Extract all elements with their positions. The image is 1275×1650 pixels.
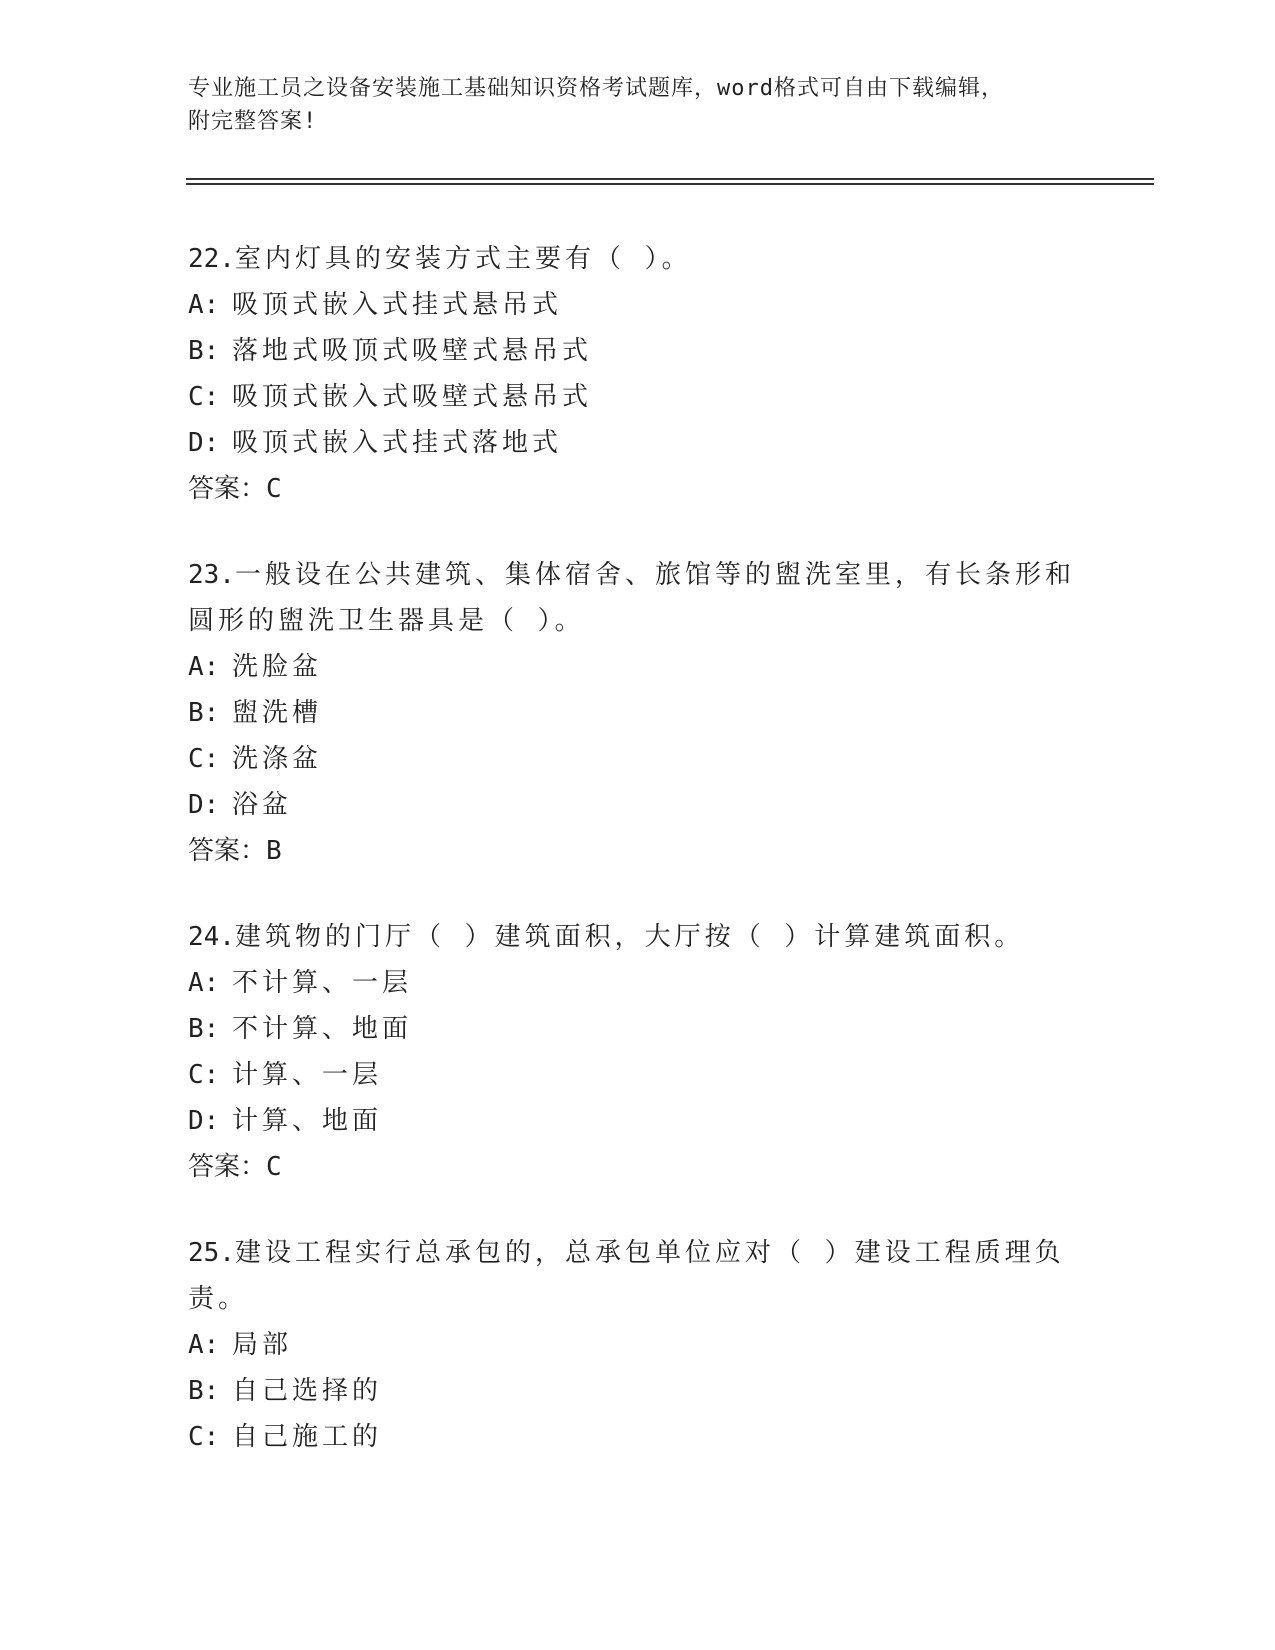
option-a	[188, 1322, 1088, 1368]
option-a	[188, 644, 1088, 690]
option-c	[188, 1052, 1088, 1098]
option-text: 局部	[232, 1330, 293, 1360]
answer-line	[188, 1144, 1088, 1190]
option-key: C:	[188, 382, 220, 412]
answer-label: 答案：	[188, 1152, 267, 1182]
question-text: 建设工程实行总承包的，总承包单位应对（ ）建设工程质理负责。	[188, 1238, 1065, 1314]
answer-label: 答案：	[188, 836, 267, 866]
option-key: C:	[188, 744, 220, 774]
option-a	[188, 960, 1088, 1006]
option-list	[188, 282, 1088, 466]
option-list	[188, 644, 1088, 828]
question-number: 24.	[188, 922, 235, 952]
option-d	[188, 782, 1088, 828]
option-key: D:	[188, 428, 220, 458]
option-key: C:	[188, 1422, 220, 1452]
option-key: A:	[188, 1330, 220, 1360]
option-key: D:	[188, 790, 220, 820]
header-line-1: 专业施工员之设备安装施工基础知识资格考试题库，word格式可自由下载编辑，	[188, 76, 1004, 101]
answer-value: B	[266, 836, 282, 866]
option-b	[188, 690, 1088, 736]
option-b	[188, 1006, 1088, 1052]
option-key: A:	[188, 968, 220, 998]
page-header	[188, 72, 1068, 138]
option-text: 吸顶式嵌入式吸壁式悬吊式	[232, 382, 593, 412]
option-key: B:	[188, 1014, 220, 1044]
option-text: 计算、一层	[232, 1060, 383, 1090]
answer-line	[188, 466, 1088, 512]
option-text: 计算、地面	[232, 1106, 383, 1136]
option-key: A:	[188, 290, 220, 320]
question-stem	[188, 236, 1088, 282]
option-b	[188, 1368, 1088, 1414]
option-key: B:	[188, 336, 220, 366]
option-d	[188, 1098, 1088, 1144]
question-stem	[188, 1230, 1088, 1322]
option-key: A:	[188, 652, 220, 682]
option-text: 落地式吸顶式吸壁式悬吊式	[232, 336, 593, 366]
header-divider-top	[186, 178, 1154, 180]
option-c	[188, 736, 1088, 782]
question-list	[188, 236, 1088, 1500]
question-text: 一般设在公共建筑、集体宿舍、旅馆等的盥洗室里，有长条形和圆形的盥洗卫生器具是（ ）。	[188, 560, 1075, 636]
option-text: 盥洗槽	[232, 698, 323, 728]
option-d	[188, 420, 1088, 466]
question-text: 建筑物的门厅（ ）建筑面积，大厅按（ ）计算建筑面积。	[234, 922, 1025, 952]
option-text: 不计算、地面	[232, 1014, 413, 1044]
header-divider-bottom	[186, 183, 1154, 185]
option-list	[188, 960, 1088, 1144]
header-line-2: 附完整答案!	[188, 109, 318, 134]
option-text: 不计算、一层	[232, 968, 413, 998]
question-24	[188, 914, 1088, 1190]
option-text: 吸顶式嵌入式挂式落地式	[232, 428, 563, 458]
option-text: 自己选择的	[232, 1376, 383, 1406]
answer-value: C	[266, 1152, 282, 1182]
option-c	[188, 374, 1088, 420]
option-c	[188, 1414, 1088, 1460]
answer-line	[188, 828, 1088, 874]
answer-label: 答案：	[188, 474, 267, 504]
question-22	[188, 236, 1088, 512]
question-number: 23.	[188, 560, 235, 590]
question-number: 22.	[188, 244, 235, 274]
option-text: 洗脸盆	[232, 652, 323, 682]
question-number: 25.	[188, 1238, 235, 1268]
question-stem	[188, 914, 1088, 960]
option-text: 自己施工的	[232, 1422, 383, 1452]
option-text: 浴盆	[232, 790, 293, 820]
answer-value: C	[266, 474, 282, 504]
question-text: 室内灯具的安装方式主要有（ ）。	[234, 244, 692, 274]
question-stem	[188, 552, 1088, 644]
option-key: D:	[188, 1106, 220, 1136]
question-23	[188, 552, 1088, 874]
option-list	[188, 1322, 1088, 1460]
question-25	[188, 1230, 1088, 1460]
option-text: 洗涤盆	[232, 744, 323, 774]
option-text: 吸顶式嵌入式挂式悬吊式	[232, 290, 563, 320]
option-a	[188, 282, 1088, 328]
option-key: B:	[188, 698, 220, 728]
option-key: C:	[188, 1060, 220, 1090]
option-key: B:	[188, 1376, 220, 1406]
option-b	[188, 328, 1088, 374]
